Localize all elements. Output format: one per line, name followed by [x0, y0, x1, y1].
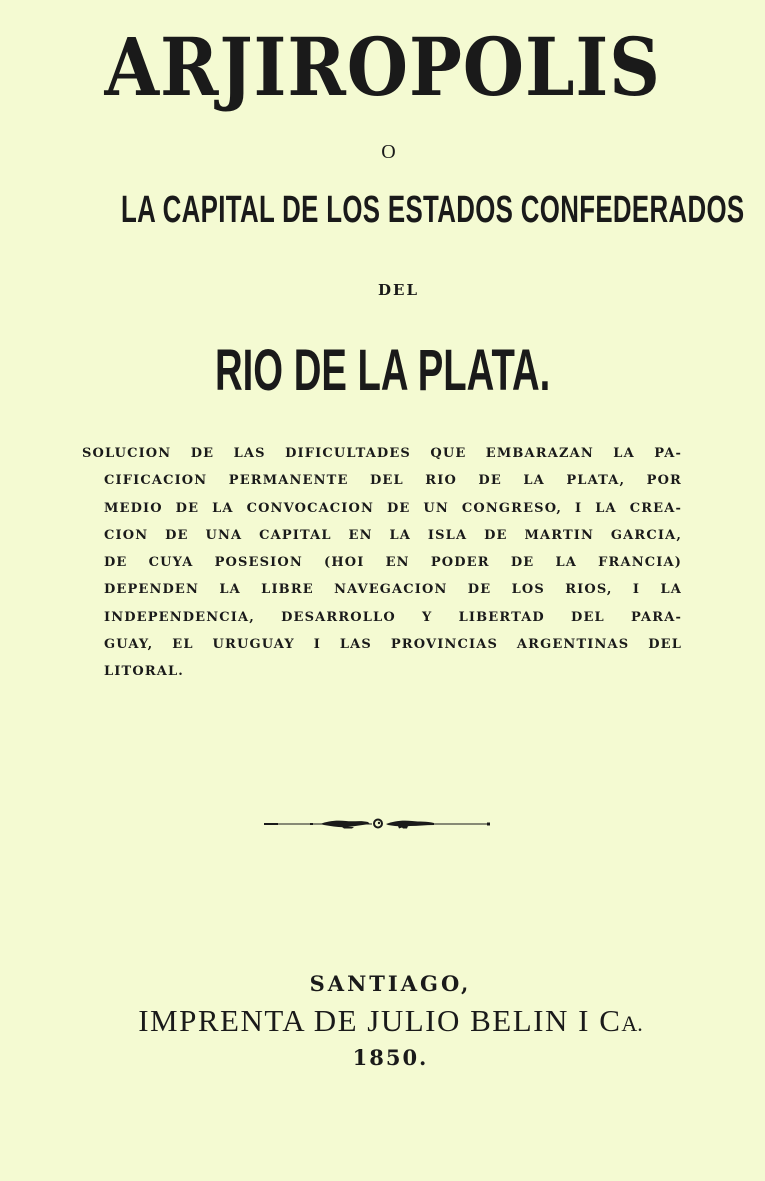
ornamental-rule-icon: [262, 816, 494, 832]
description-line: LITORAL.: [104, 664, 184, 680]
subtitle-connector: DEL: [378, 281, 419, 299]
description-line: DEPENDEN LA LIBRE NAVEGACION DE LOS RIOS, I LA: [104, 582, 682, 598]
printer-suffix: A.: [621, 1011, 643, 1036]
description-line: CIFICACION PERMANENTE DEL RIO DE LA PLATA, POR: [104, 473, 682, 489]
printer-name: IMPRENTA DE JULIO BELIN I C: [138, 1003, 622, 1038]
imprint-year: 1850.: [352, 1045, 429, 1070]
book-title: ARJIROPOLIS: [104, 20, 661, 114]
description-line: CION DE UNA CAPITAL EN LA ISLA DE MARTIN GARCIA,: [104, 527, 682, 543]
region-title: RIO DE LA PLATA.: [215, 338, 551, 403]
title-conjunction: O: [381, 141, 396, 163]
description-line: DE CUYA POSESION (HOI EN PODER DE LA FRANCIA): [104, 555, 682, 571]
description-line: SOLUCION DE LAS DIFICULTADES QUE EMBARAZAN LA PA-: [82, 446, 682, 461]
imprint-printer: [0, 1002, 765, 1043]
book-subtitle: LA CAPITAL DE LOS ESTADOS CONFEDERADOS: [120, 189, 745, 231]
imprint-city: SANTIAGO,: [309, 971, 472, 996]
description-paragraph: [82, 440, 682, 686]
description-line: GUAY, EL URUGUAY I LAS PROVINCIAS ARGENTINAS DEL: [104, 637, 682, 653]
description-line: INDEPENDENCIA, DESARROLLO Y LIBERTAD DEL PARA-: [104, 609, 682, 625]
description-line: MEDIO DE LA CONVOCACION DE UN CONGRESO, I LA CREA-: [104, 500, 682, 516]
